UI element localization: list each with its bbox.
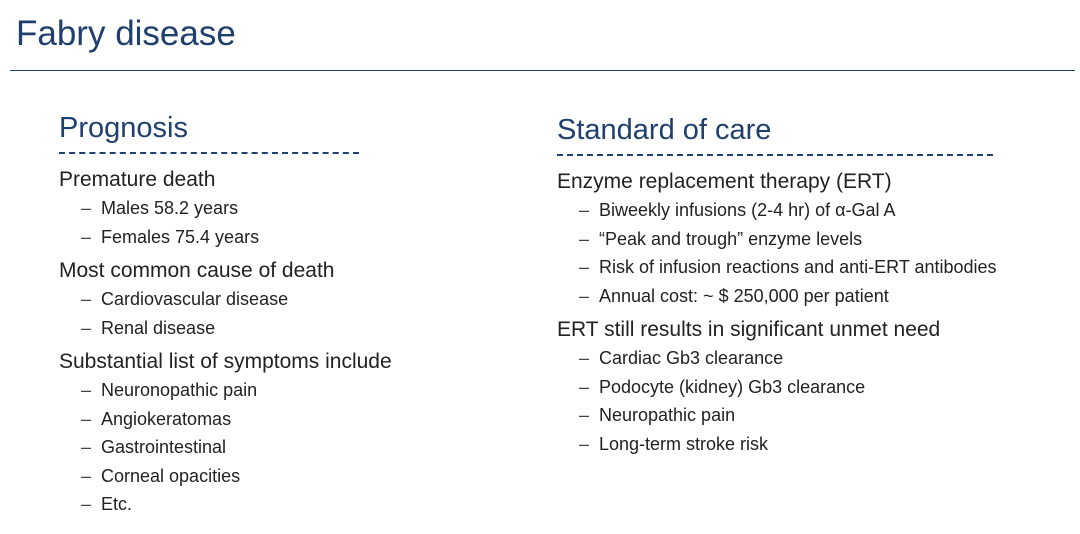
list-item-text: Cardiovascular disease [101,289,289,309]
title-divider [10,70,1075,71]
dash-bullet: – [579,433,590,454]
list-item [579,282,1072,311]
list-item [81,223,529,252]
list-item [81,376,529,405]
list-item [81,285,529,314]
prognosis-heading: Prognosis [59,112,188,144]
topic-symptoms [59,348,529,519]
list-item-text: Risk of infusion reactions and anti-ERT antibodies [599,257,997,277]
list-item-text: Annual cost: ~ $ 250,000 per patient [599,285,889,306]
list-item-text: Females 75.4 years [101,226,260,247]
dash-bullet: – [81,198,92,218]
sub-list [557,344,1072,458]
list-item [81,194,529,223]
dash-bullet: – [81,465,92,486]
standard-of-care-topic-list [557,168,1072,458]
prognosis-column [59,110,529,525]
list-item-text: Neuronopathic pain [101,380,258,400]
list-item-text: Etc. [101,494,133,514]
list-item [81,490,529,519]
list-item-text: “Peak and trough” enzyme levels [599,228,863,249]
list-item [579,225,1072,254]
topic-label: ERT still results in significant unmet need [557,318,941,341]
list-item [579,373,1072,402]
dash-bullet: – [579,376,590,397]
list-item [579,430,1072,459]
dash-bullet: – [579,348,590,368]
list-item [579,401,1072,430]
prognosis-topic-list [59,166,529,519]
dash-bullet: – [81,380,92,400]
list-item-text: Neuropathic pain [599,405,736,425]
slide-title: Fabry disease [16,14,236,53]
standard-of-care-heading: Standard of care [557,114,772,146]
list-item-text: Cardiac Gb3 clearance [599,348,784,368]
sub-list [59,194,529,251]
topic-label: Substantial list of symptoms include [59,350,392,373]
sub-list [557,196,1072,310]
dash-bullet: – [81,317,92,338]
list-item [579,196,1072,225]
sub-list [59,376,529,519]
list-item-text: Biweekly infusions (2-4 hr) of α-Gal A [599,200,896,220]
dash-bullet: – [579,228,590,249]
dash-bullet: – [579,405,590,425]
topic-label: Enzyme replacement therapy (ERT) [557,170,892,193]
list-item [81,462,529,491]
prognosis-dashed-divider [59,152,359,154]
dash-bullet: – [81,494,92,514]
list-item-text: Males 58.2 years [101,198,239,218]
topic-ert [557,168,1072,310]
standard-of-care-column [557,112,1072,464]
dash-bullet: – [81,408,92,429]
list-item [81,433,529,462]
list-item-text: Long-term stroke risk [599,433,769,454]
topic-unmet-need [557,316,1072,458]
standard-of-care-dashed-divider [557,154,993,156]
list-item [81,314,529,343]
list-item-text: Angiokeratomas [101,408,232,429]
list-item-text: Podocyte (kidney) Gb3 clearance [599,376,866,397]
dash-bullet: – [81,437,92,457]
dash-bullet: – [579,200,590,220]
list-item [579,344,1072,373]
list-item-text: Corneal opacities [101,465,241,486]
topic-label: Most common cause of death [59,259,335,282]
list-item-text: Gastrointestinal [101,437,227,457]
list-item [81,405,529,434]
topic-cause-of-death [59,257,529,342]
dash-bullet: – [579,257,590,277]
dash-bullet: – [81,289,92,309]
sub-list [59,285,529,342]
topic-premature-death [59,166,529,251]
dash-bullet: – [81,226,92,247]
list-item-text: Renal disease [101,317,216,338]
dash-bullet: – [579,285,590,306]
topic-label: Premature death [59,168,216,191]
list-item [579,253,1072,282]
